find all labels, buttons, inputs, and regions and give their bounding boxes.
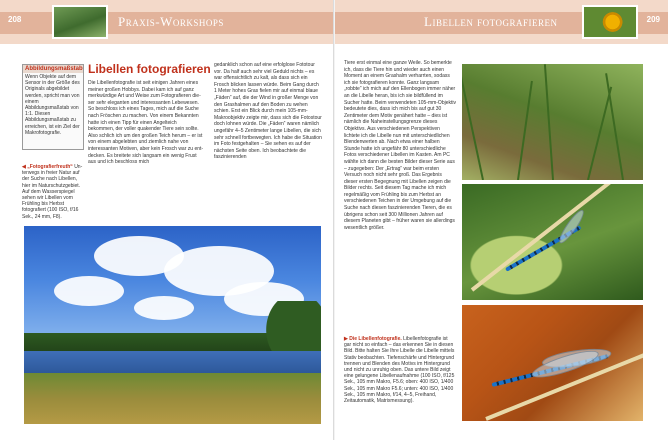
section-title-left: Praxis-Workshops bbox=[118, 14, 224, 29]
article-column-3: Tiere erst einmal eine ganze Weile. So bemerkte ich, dass die Tiere hin und wieder auch einen Moment an einem Grashalm verharrten, sodass ich sie fotografieren konnte. Ganz langsam „robbte“ ich mich auf den Ellenbogen immer näher an die Libelle heran, bis ich sie bildfüllend im Sucher hatte. Beim verwendeten 105-mm-Objektiv bedeutete dies, dass ich mich bis auf gut 30 Zentimeter dem Motiv genähert hatte – dies ist nämlich die Naheinstellungsgrenze dieses Objektivs. Aus verschiedenen Perspektiven lichtete ich die Libelle nun mit unterschiedlichen Blendenwerten ab. Nach etwa einer halben Stunde hatte ich ungefähr 80 unterschiedliche Fotos verschiedener Libellen im Kasten. Am PC wählte ich dann die besten Bilder dieser Serie aus – zugegeben: Der „Ertrag“ war beim ersten Versuch noch nicht sehr groß. Das Ergebnis dieser ersten Begegnung mit Libellen zeigen die Bilder rechts. Seit diesem Tag mache ich mich regelmäßig vom Frühling bis zum Herbst an verschiedenen Teichen in der Umgebung auf die Suche nach diesen faszinierenden Tieren, die es übrigens schon seit 300 Millionen Jahren auf diesem Planeten gibt – früher waren sie allerdings wesentlich größer. bbox=[344, 60, 456, 231]
grass-blade bbox=[605, 73, 624, 180]
grass-stem bbox=[471, 184, 623, 292]
caption-title-left: „Fotografierfreuth“ bbox=[27, 164, 73, 170]
cloud-shape bbox=[54, 276, 124, 306]
caption-body-left: Unterwegs in freier Natur auf der Suche nach Libellen, hier im Naturschutzgebiet. Auf dem Wasserspiegel sehen wir Libellen vom Frühling bis Herbst fotografiert (100 ISO, f/16 Sek., 24 mm, F8). bbox=[22, 164, 83, 220]
page-number-right: 209 bbox=[646, 15, 660, 24]
caption-body-right: Libellenfotografie ist gar nicht so einfach – das erkennen Sie in diesen Bild. Bitte halten Sie Ihre Libelle die Libelle mittels Stativ beobachten. Tiefenschärfe und Hintergrund trennen und Blenden des Motivs im Hintergrund und nicht zu unruhig oben. Das untere Bild zeigt eine gelungene Libellenaufnahme (100 ISO, f/125 Sek., 105 mm Makro, F5.6; oben: 400 ISO, 1/400 Sek., 105 mm Makro F5.6; unten: 400 ISO, 1/400 Sek., 105 mm Makro, f/14, 4–5, Freihand, Zeitautomatik, Matrixmessung). bbox=[344, 336, 455, 405]
photo-reeds bbox=[24, 373, 321, 424]
landscape-photo bbox=[24, 226, 321, 424]
header-thumbnail-right bbox=[582, 5, 638, 39]
damselfly-photo-2 bbox=[462, 305, 643, 421]
grass-photo bbox=[462, 64, 643, 180]
grass-blade bbox=[517, 81, 533, 180]
caption-title-right: Die Libellenfotografie. bbox=[349, 336, 402, 342]
grass-blade bbox=[462, 72, 484, 180]
sidebar-body: Wenn Objekte auf dem Sensor in der Größe des Originals abgebildet werden, spricht man von einem Abbildungsmaßstab von 1:1. Diesen Abbildungsmaßstab zu erreichen, ist ein Ziel der Makrofotografie. bbox=[25, 74, 80, 136]
book-gutter bbox=[333, 0, 335, 440]
photo-caption-left bbox=[22, 164, 84, 220]
caption-arrow-icon: ▶ bbox=[344, 336, 350, 342]
header-left bbox=[0, 0, 334, 44]
grass-blade bbox=[544, 64, 554, 180]
header-thumbnail-left bbox=[52, 5, 108, 39]
cloud-shape bbox=[134, 296, 194, 320]
sidebar-title: Abbildungsmaßstab bbox=[25, 66, 83, 72]
photo-caption-right bbox=[344, 336, 456, 404]
article-title: Libellen fotografieren bbox=[88, 62, 211, 76]
sidebar-box bbox=[22, 64, 84, 150]
damselfly-photo-1 bbox=[462, 184, 643, 300]
page-number-left: 208 bbox=[8, 15, 22, 24]
header-right bbox=[334, 0, 668, 44]
article-column-1: Die Libellenfotografie ist seit einigen Jahren eines meiner großen Hobbys. Dabei kam ich auf ganz merkwürdige Art und Weise zum Fotografieren dieser sehr eleganten und interessanten Lebewesen. So beschloss ich eines Tages, mich auf die Suche nach Fröschen zu machen. Von einem Bekannten hatte ich einen Tipp für einen Angelteich bekommen, der voller quakender Tiere sein sollte. Also schlich ich um den großen Teich herum – er ist von einem abgelebten und ziemlich nahe von interessanten Motiven, aber kein Frosch war zu entdecken. Es breitete sich langsam ein wenig Frust aus und ich beschloss mich bbox=[88, 80, 204, 166]
caption-arrow-icon: ◀ bbox=[22, 164, 28, 170]
section-title-right: Libellen fotografieren bbox=[424, 14, 558, 29]
grass-blade bbox=[587, 87, 612, 180]
article-column-2: gedanklich schon auf eine erfolglose Fototour vor. Da half auch sehr viel Geduld nichts – es war offensichtlich zu kalt, als dass sich ein Frosch blicken lassen würde. Beim Gang durch 1 Meter hohes Gras fielen mir auf einmal blaue „Fäden“ auf, die der Wind in großer Menge von den Grashalmen auf den Boden zu wehen schien. Erst ein Blick durch mein 105-mm-Makroobjektiv zeigte mir, dass sich die Fotostour doch lohnen würde. Die „Fäden“ waren nämlich ungefähr 4–5 Zentimeter lange Libellen, die sich sehr schnell fortbewegten. Ich habe die Situation im Foto festgehalten – Sie sehen es auf der nächsten Seite oben. Ich beobachtete die faszinierenden bbox=[214, 62, 322, 161]
